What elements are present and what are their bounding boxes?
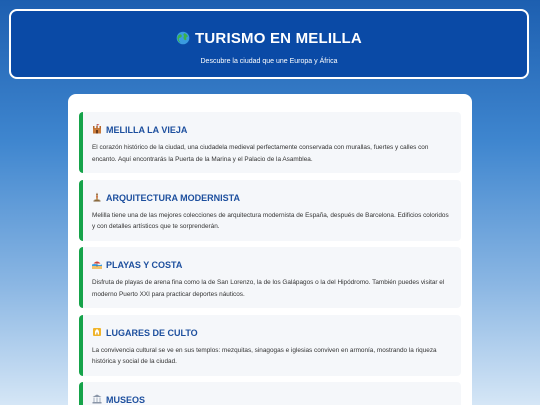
page-title: TURISMO EN MELILLA [195,30,362,47]
section-text: Disfruta de playas de arena fina como la de San Lorenzo, la de los Galápagos o la del Hipódromo. También puedes visitar el moderno Puerto XXI para practicar deportes náuticos. [92,279,445,298]
section-text: El corazón histórico de la ciudad, una ciudadela medieval perfectamente conservada con murallas, fuertes y calles con encanto. Aquí encontrarás la Puerta de la Marina y el Palacio de la Asamblea. [92,144,429,163]
castle-icon [92,124,102,134]
section-arquitectura-modernista [79,180,461,241]
section-title: PLAYAS Y COSTA [106,260,183,270]
page-header [9,9,529,79]
content-panel [68,94,472,405]
section-title: LUGARES DE CULTO [106,327,198,338]
beach-icon [92,259,102,269]
monument-icon [92,192,102,202]
section-lugares-de-culto [79,315,461,376]
section-title: MUSEOS [106,395,146,405]
section-title: ARQUITECTURA MODERNISTA [106,192,240,203]
section-museos [79,382,461,405]
section-text: Melilla tiene una de las mejores colecciones de arquitectura modernista de España, después de Barcelona. Edificios coloridos y con detalles artísticos que te sorprenderán. [92,211,449,230]
globe-icon [176,31,190,45]
place-of-worship-icon [92,327,102,337]
page-title-row [11,30,527,48]
section-title: MELILLA LA VIEJA [106,125,188,135]
section-melilla-la-vieja [79,112,461,173]
section-text: La convivencia cultural se ve en sus templos: mezquitas, sinagogas e iglesias conviven en armonía, mostrando la riqueza histórica y social de la ciudad. [92,346,437,365]
section-playas-y-costa [79,247,461,308]
museum-icon [92,394,102,404]
page-subtitle: Descubre la ciudad que une Europa y África [200,58,338,65]
